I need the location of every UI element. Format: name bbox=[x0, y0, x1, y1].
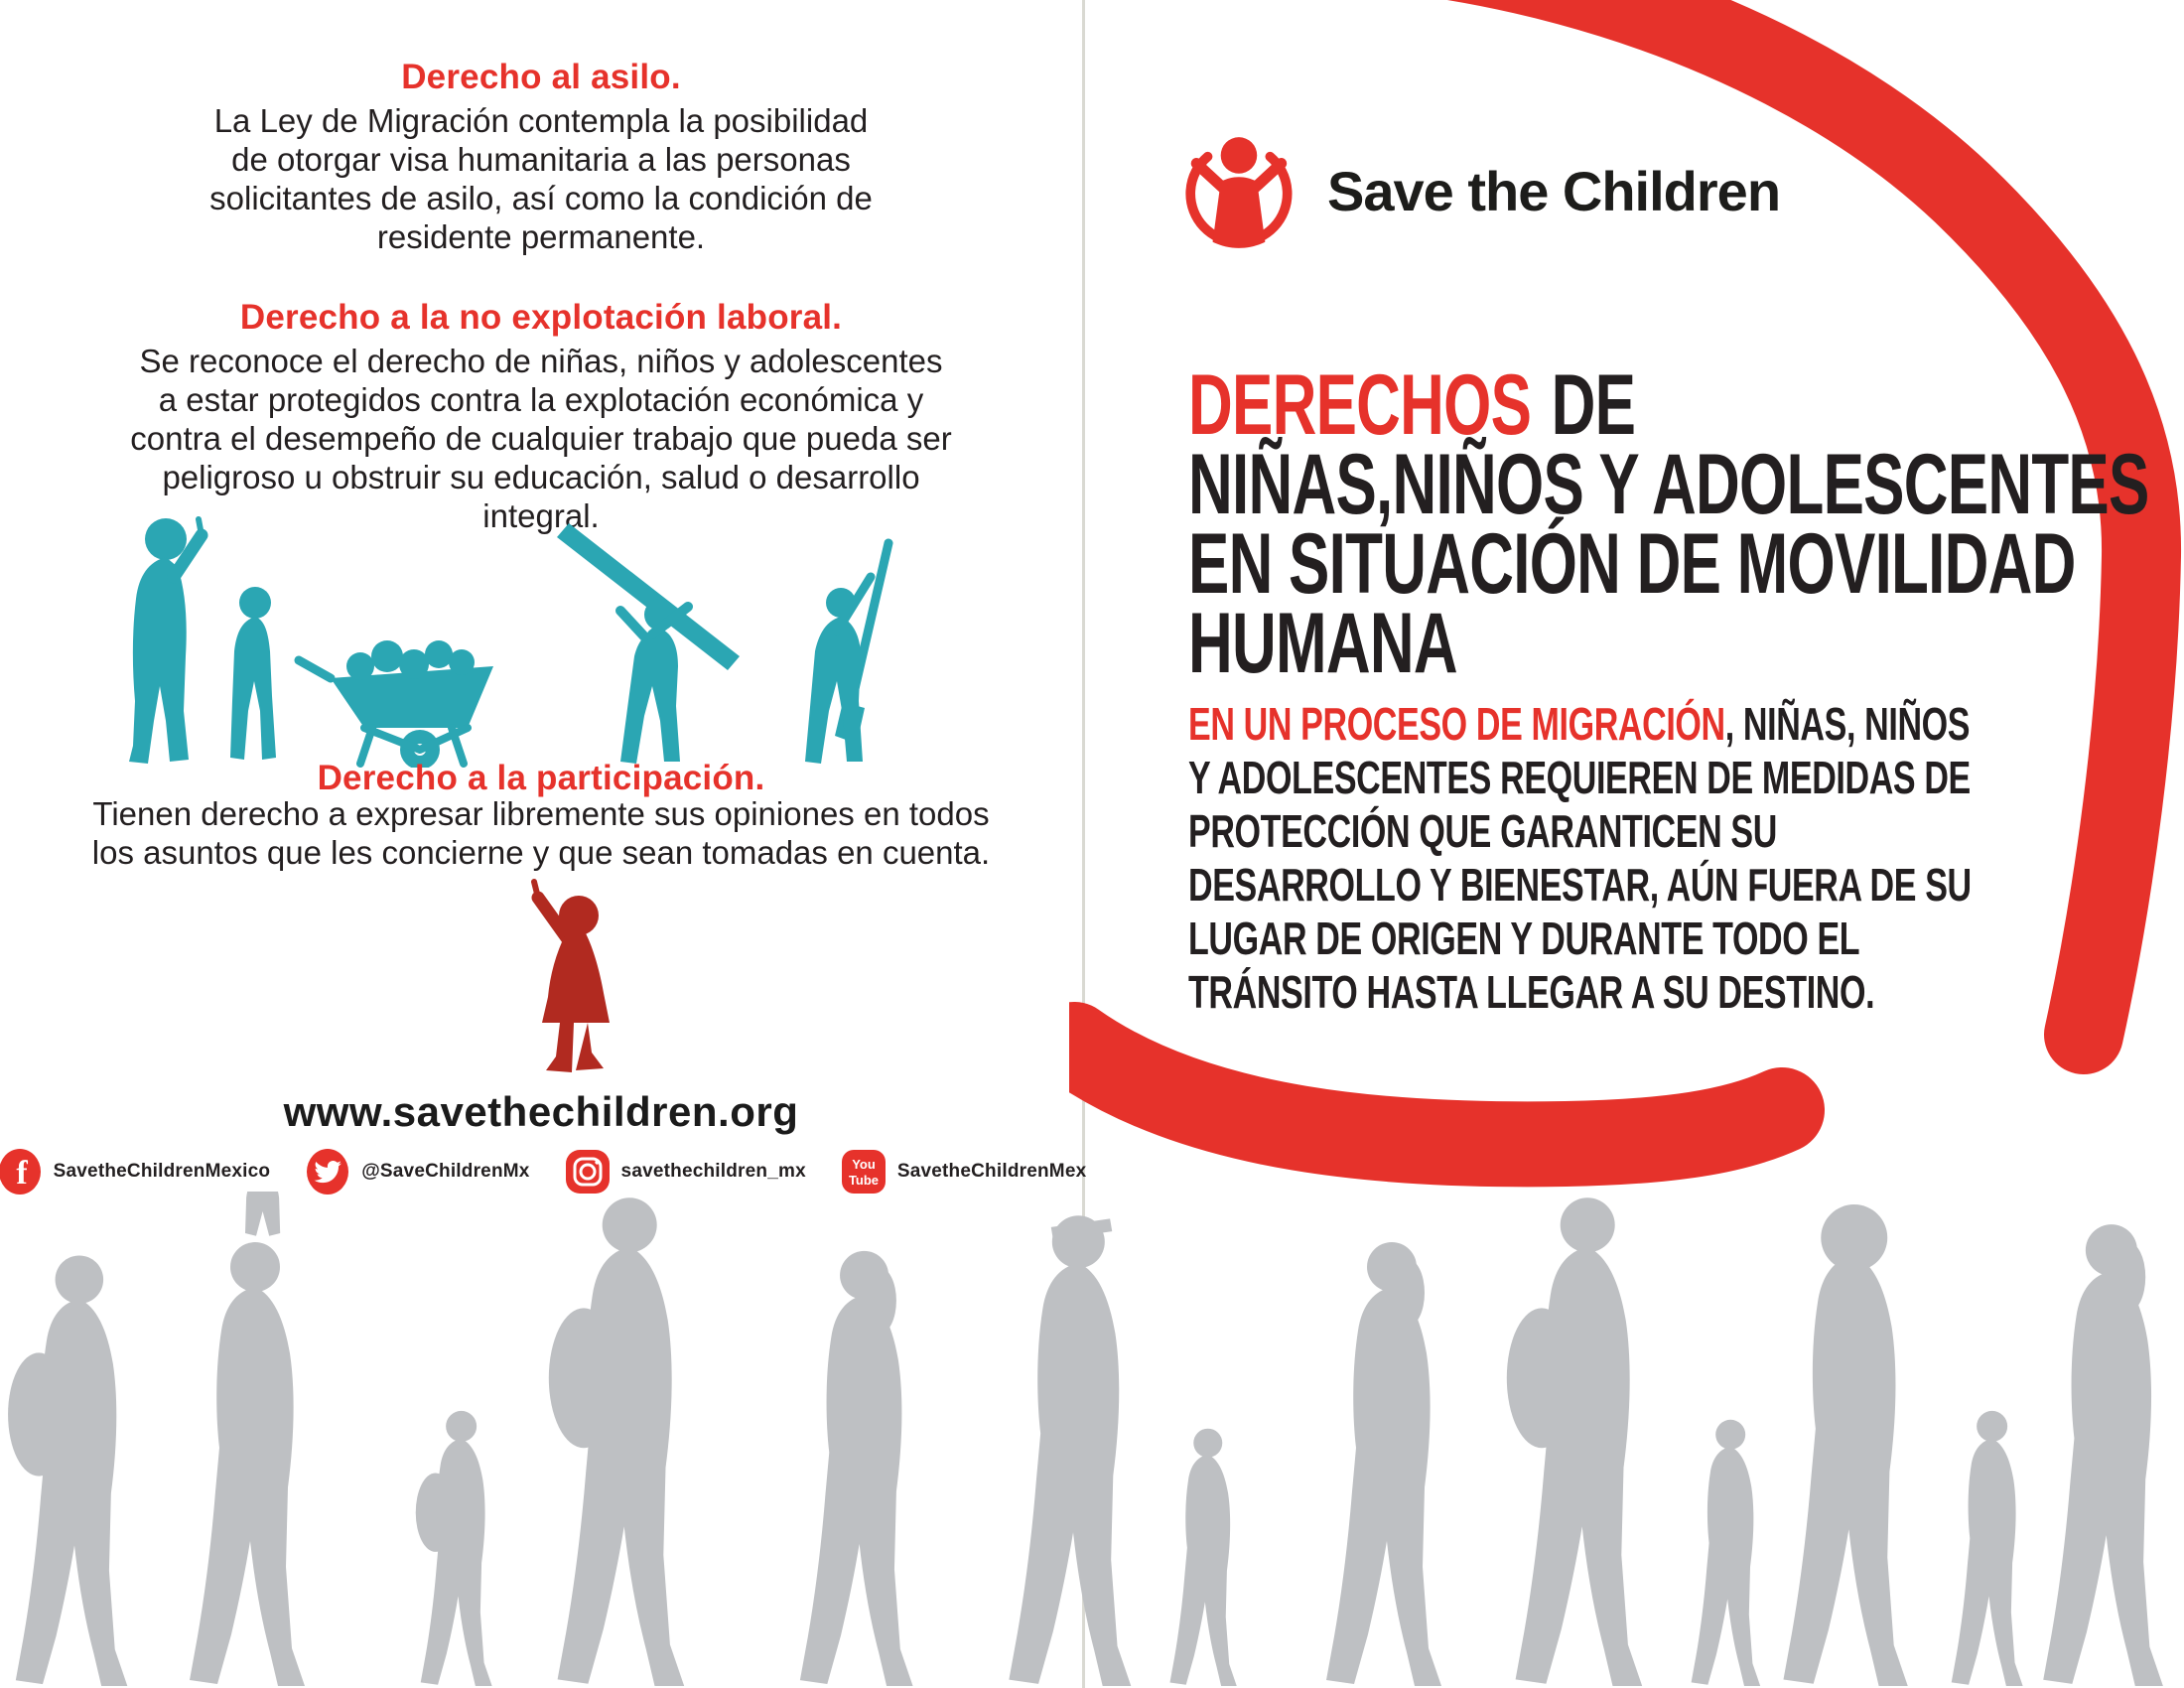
svg-text:f: f bbox=[15, 1155, 28, 1192]
youtube-icon bbox=[840, 1148, 887, 1196]
logo-wordmark: Save the Children bbox=[1327, 159, 1781, 222]
title-line-3: EN SITUACIÓN DE MOVILIDAD bbox=[1188, 516, 2076, 612]
section-asylum-heading: Derecho al asilo. bbox=[401, 58, 681, 96]
website-url: www.savethechildren.org bbox=[283, 1088, 799, 1135]
child-raising-hand-illustration bbox=[508, 878, 625, 1080]
twitter-icon bbox=[304, 1148, 351, 1196]
social-media-row bbox=[0, 1148, 1087, 1196]
social-facebook bbox=[0, 1148, 270, 1196]
crowd-figures bbox=[8, 1192, 2163, 1686]
facebook-handle: SavetheChildrenMexico bbox=[53, 1161, 271, 1182]
title-line-2: NIÑAS,NIÑOS Y ADOLESCENTES bbox=[1188, 437, 2149, 532]
twitter-handle: @SaveChildrenMx bbox=[361, 1161, 530, 1182]
social-youtube bbox=[840, 1148, 1087, 1196]
migrants-crowd-illustration bbox=[0, 1192, 2184, 1688]
cover-intro-paragraph: EN UN PROCESO DE MIGRACIÓN, NIÑAS, NIÑOS Y ADOLESCENTES REQUIEREN DE MEDIDAS DE PROTECCIÓN QUE GARANTICEN SU DESARROLLO Y BIENESTAR, AÚN FUERA DE SU LUGAR DE ORIGEN Y DURANTE TODO EL TRÁNSITO HASTA LLEGAR A SU DESTINO. bbox=[1188, 698, 1972, 1018]
svg-text:You: You bbox=[852, 1157, 876, 1172]
section-labor-heading: Derecho a la no explotación laboral. bbox=[239, 298, 843, 337]
section-participation-body: Tienen derecho a expresar libremente sus opiniones en todos los asuntos que les concierne y que sean tomadas en cuenta. bbox=[91, 795, 991, 871]
svg-text:Tube: Tube bbox=[848, 1173, 879, 1188]
social-instagram bbox=[564, 1148, 806, 1196]
child-labor-illustration bbox=[104, 511, 978, 768]
section-participation-heading: Derecho a la participación. bbox=[317, 759, 765, 797]
cover-title bbox=[1188, 357, 2184, 691]
social-twitter bbox=[304, 1148, 529, 1196]
facebook-icon bbox=[0, 1148, 44, 1196]
section-labor-body: Se reconoce el derecho de niñas, niños y adolescentes a estar protegidos contra la explotación económica y contra el desempeño de cualquier trabajo que pueda ser peligroso u obstruir su educación, salud o desarrollo integral. bbox=[130, 343, 952, 534]
save-the-children-logo bbox=[1176, 125, 1780, 256]
instagram-icon bbox=[564, 1148, 612, 1196]
instagram-handle: savethechildren_mx bbox=[620, 1161, 806, 1182]
save-the-children-mark-icon bbox=[1176, 125, 1307, 256]
title-line-4: HUMANA bbox=[1188, 596, 1457, 691]
youtube-handle: SavetheChildrenMex bbox=[896, 1161, 1087, 1182]
title-line-1: DERECHOS DE bbox=[1188, 357, 1636, 453]
section-asylum-body: La Ley de Migración contempla la posibilidad de otorgar visa humanitaria a las personas solicitantes de asilo, así como la condición de residente permanente. bbox=[209, 102, 873, 255]
